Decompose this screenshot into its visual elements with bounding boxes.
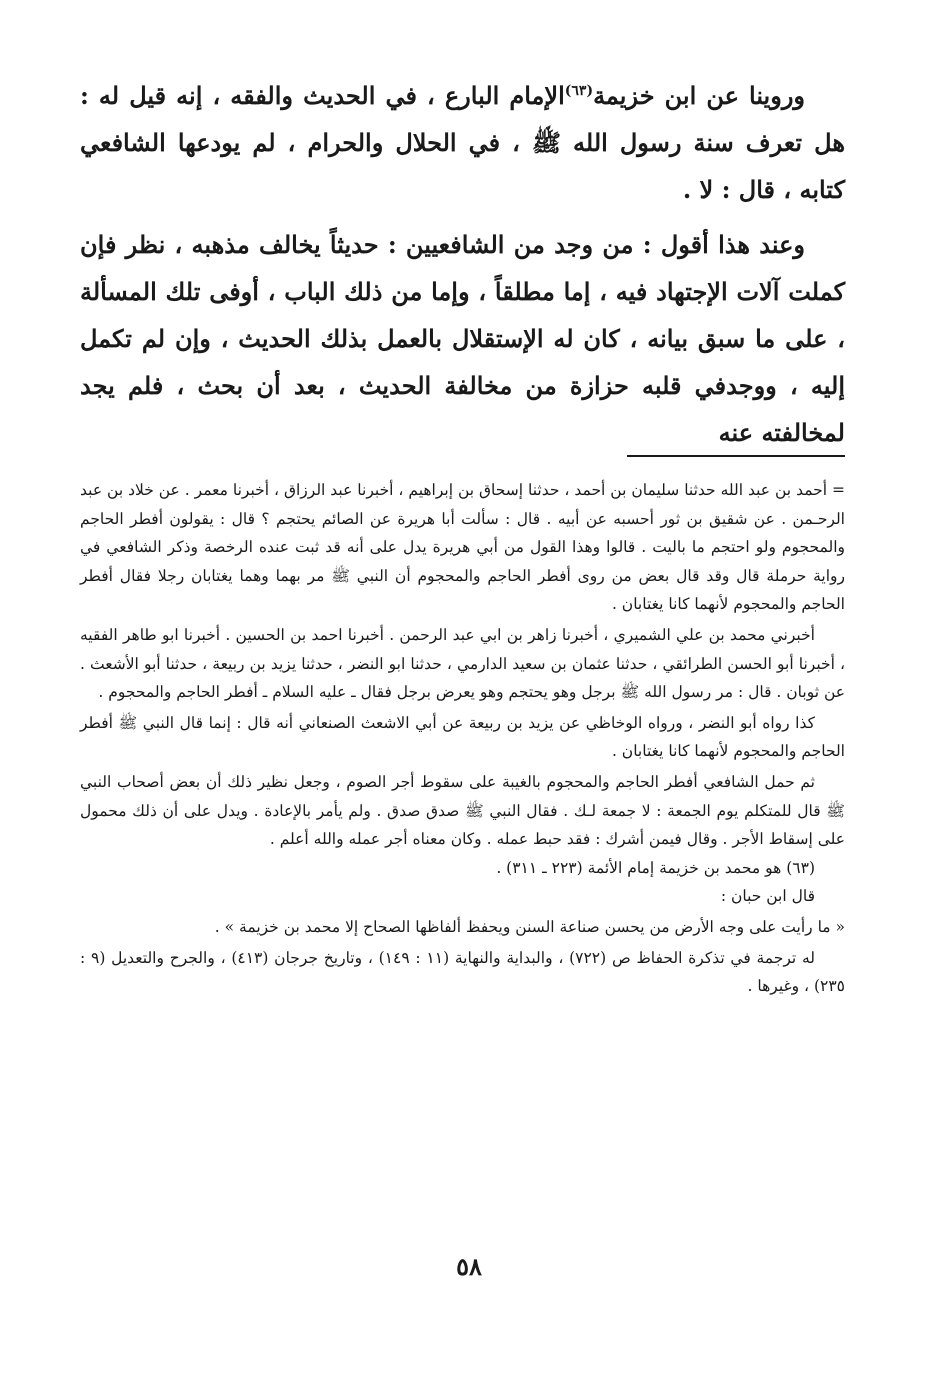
footnote-biography-sources: له ترجمة في تذكرة الحفاظ ص (٧٢٢) ، والبداية والنهاية (١١ : ١٤٩) ، وتاريخ جرجان (٤١٣) ، والجرح والتعديل (٩ : ٢٣٥) ، وغيرها . bbox=[80, 948, 845, 996]
main-paragraph-1-start: وروينا عن ابن خزيمة bbox=[593, 81, 806, 110]
main-paragraph-1-rest: الإمام البارع ، في الحديث والفقه ، إنه قيل له : هل تعرف سنة رسول الله ﷺ ، في الحلال والحرام ، لم يودعها الشافعي كتابه ، قال : لا . bbox=[80, 81, 846, 204]
footnote-isnad: أخبرني محمد بن علي الشميري ، أخبرنا زاهر بن ابي عبد الرحمن . أخبرنا احمد بن الحسين . أخبرنا ابو طاهر الفقيه ، أخبرنا أبو الحسن الطرائقي ، حدثنا عثمان بن سعيد الدارمي ، حدثنا ابو النضر ، حدثنا يزيد بن ربيعة ، حدثنا أبو الأشعث . عن ثوبان . قال : مر رسول الله ﷺ برجل وهو يحتجم وهو يعرض برجل فقال ـ عليه السلام ـ أفطر الحاجم والمحجوم . bbox=[80, 625, 845, 702]
footnote-separator bbox=[627, 455, 845, 457]
footnote-shafii-interpretation: ثم حمل الشافعي أفطر الحاجم والمحجوم بالغيبة على سقوط أجر الصوم ، وجعل نظير ذلك أن بعض أصحاب النبي ﷺ قال للمتكلم يوم الجمعة : لا جمعة لـك . فقال النبي ﷺ صدق صدق . ولم يأمر بالإعادة . ويدل على أن ذلك محمول على إسقاط الأجر . وقال فيمن أشرك : فقد حبط عمله . وكان معناه أجر عمله والله أعلم . bbox=[80, 772, 845, 849]
footnotes bbox=[80, 476, 845, 1001]
footnote-reference-63: (٦٣) bbox=[564, 83, 594, 99]
footnote-63: (٦٣) هو محمد بن خزيمة إمام الأئمة (٢٢٣ ـ ٣١١) . bbox=[496, 858, 815, 877]
page-number: ٥٨ bbox=[456, 1252, 482, 1281]
main-paragraph-2: وعند هذا أقول : من وجد من الشافعيين : حديثاً يخالف مذهبه ، نظر فإن كملت آلات الإجتهاد فيه ، إما مطلقاً ، وإما من ذلك الباب ، أوفى تلك المسألة ، على ما سبق بيانه ، كان له الإستقلال بالعمل بذلك الحديث ، وإن لم تكمل إليه ، ووجدفي قلبه حزازة من مخالفة الحديث ، بعد أن بحث ، فلم يجد لمخالفته عنه bbox=[80, 230, 845, 447]
main-text bbox=[80, 72, 845, 456]
footnote-variant-narration: كذا رواه أبو النضر ، ورواه الوخاظي عن يزيد بن ربيعة عن أبي الاشعث الصنعاني أنه قال : إنما قال النبي ﷺ أفطر الحاجم والمحجوم لأنهما كانا يغتابان . bbox=[80, 713, 845, 761]
footnote-continuation: = أحمد بن عبد الله حدثنا سليمان بن أحمد ، حدثنا إسحاق بن إبراهيم ، أخبرنا عبد الرزاق ، أخبرنا معمر . عن خلاد بن عبد الرحـمن . عن شقيق بن ثور أحسبه عن أبيه . قال : سألت أبا هريرة عن الصائم يحتجم ؟ قال : يقولون أفطر الحاجم والمحجوم ولو احتجم ما باليت . قالوا وهذا القول من أبي هريرة يدل على أنه قد ثبت عنده الرخصة وذكر الشافعي في رواية حرملة قال وقد قال بعض من روى أفطر الحاجم والمحجوم أن النبي ﷺ مر بهما وهما يغتابان رجلا فقال أفطر الحاجم والمحجوم لأنهما كانا يغتابان . bbox=[80, 481, 845, 614]
footnote-ibn-hibban-quote: « ما رأيت على وجه الأرض من يحسن صناعة السنن ويحفظ ألفاظها الصحاح إلا محمد بن خزيمة » . bbox=[214, 917, 845, 936]
footnote-ibn-hibban-intro: قال ابن حبان : bbox=[720, 887, 815, 906]
main-paragraph-1 bbox=[80, 72, 845, 213]
